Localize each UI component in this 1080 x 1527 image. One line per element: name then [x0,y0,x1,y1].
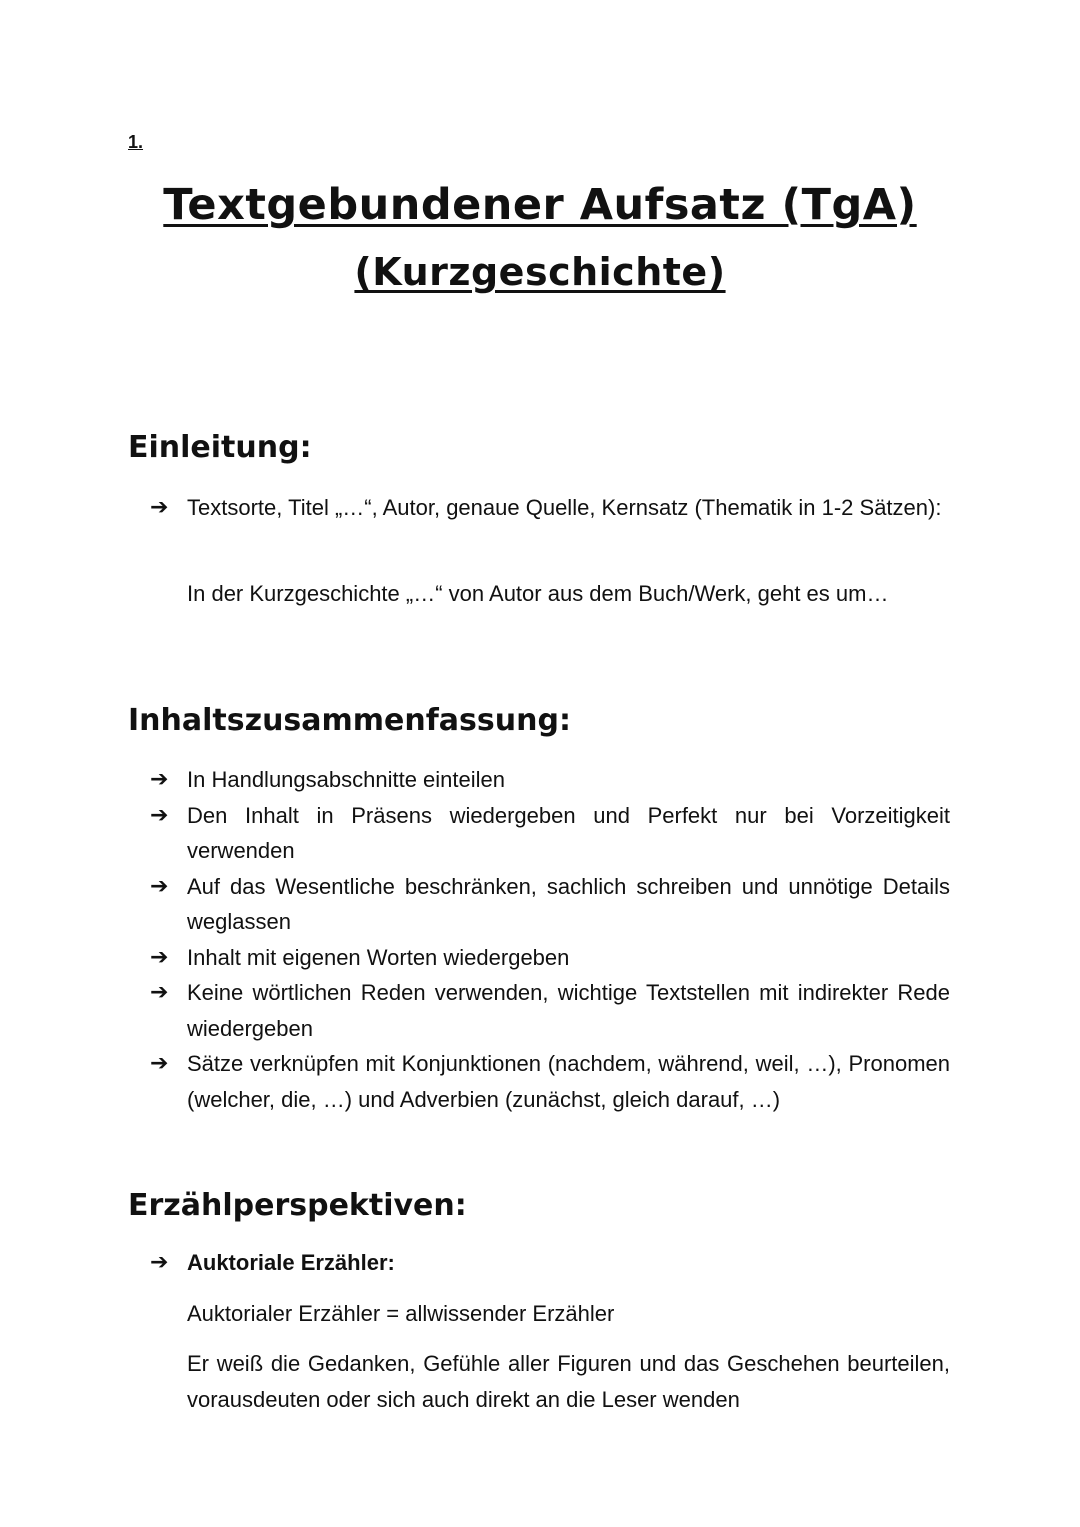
list-item [150,762,950,798]
arrow-right-icon: ➔ [150,944,169,970]
list-item [150,490,950,526]
section-heading-einleitung: Einleitung: [128,430,312,465]
list-item-text: Sätze verknüpfen mit Konjunktionen (nachdem, während, weil, …), Pronomen (welcher, die, …) und Adverbien (zunächst, gleich darauf, …) [187,1051,950,1112]
list-item [150,975,950,1046]
list-item-text: Keine wörtlichen Reden verwenden, wichtige Textstellen mit indirekter Rede wiedergeben [187,980,950,1041]
list-item [150,1046,950,1117]
page-title: Textgebundener Aufsatz (TgA) [163,180,917,230]
page-subtitle: (Kurzgeschichte) [354,250,726,294]
arrow-right-icon: ➔ [150,802,169,828]
arrow-right-icon: ➔ [150,767,169,792]
erzaehl-definition: Auktorialer Erzähler = allwissender Erzähler [187,1301,615,1326]
section-heading-inhalt: Inhaltszusammenfassung: [128,703,571,738]
list-item-text: Textsorte, Titel „…“, Autor, genaue Quelle, Kernsatz (Thematik in 1-2 Sätzen): [187,495,942,520]
einleitung-example: In der Kurzgeschichte „…“ von Autor aus dem Buch/Werk, geht es um… [187,581,889,606]
list-item [150,869,950,940]
einleitung-list [150,490,950,526]
list-item [150,798,950,869]
section-heading-erzaehl: Erzählperspektiven: [128,1188,467,1223]
arrow-right-icon: ➔ [150,495,169,520]
list-item-text: Inhalt mit eigenen Worten wiedergeben [187,944,570,970]
list-item-text: Den Inhalt in Präsens wiedergeben und Perfekt nur bei Vorzeitigkeit verwenden [187,802,950,863]
list-item-text: Auf das Wesentliche beschränken, sachlich schreiben und unnötige Details weglassen [187,873,950,934]
arrow-right-icon: ➔ [150,1250,169,1275]
inhalt-list [150,762,950,1117]
arrow-right-icon: ➔ [150,980,169,1005]
list-item-text: In Handlungsabschnitte einteilen [187,767,506,792]
list-item-text: Auktoriale Erzähler: [187,1250,395,1275]
list-item [150,940,950,976]
arrow-right-icon: ➔ [150,873,169,899]
list-item [150,1245,950,1281]
erzaehl-list [150,1245,950,1281]
erzaehl-description: Er weiß die Gedanken, Gefühle aller Figuren und das Geschehen beurteilen, vorausdeuten oder sich auch direkt an die Leser wenden [187,1351,950,1412]
page-number: 1. [128,132,144,152]
arrow-right-icon: ➔ [150,1051,169,1076]
